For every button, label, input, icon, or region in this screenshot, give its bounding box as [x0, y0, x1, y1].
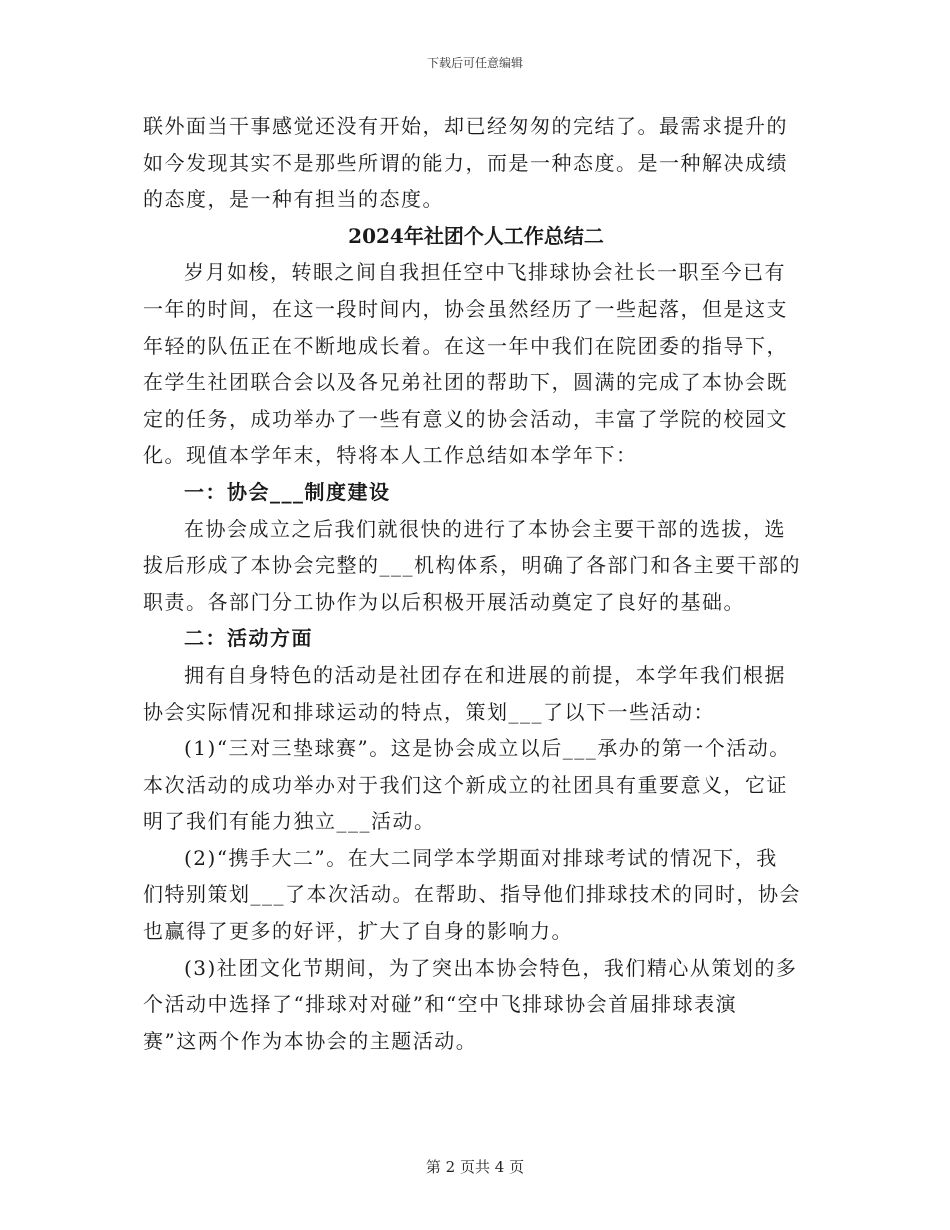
body-line: 一年的时间，在这一段时间内，协会虽然经历了一些起落，但是这支	[143, 296, 788, 321]
list-item-line: (1)“三对三垫球赛”。这是协会成立以后___承办的第一个活动。	[184, 736, 791, 761]
body-line: 联外面当干事感觉还没有开始，却已经匆匆的完结了。最需求提升的	[143, 114, 788, 138]
body-line: 在学生社团联合会以及各兄弟社团的帮助下，圆满的完成了本协会既	[143, 370, 788, 395]
body-line: 赛”这两个作为本协会的主题活动。	[143, 1028, 478, 1053]
subheading: 一：协会___制度建设	[184, 479, 391, 504]
body-line: 如今发现其实不是那些所谓的能力，而是一种态度。是一种解决成绩	[143, 150, 788, 175]
body-line: 也赢得了更多的好评，扩大了自身的影响力。	[143, 919, 573, 944]
body-line: 定的任务，成功举办了一些有意义的协会活动，丰富了学院的校园文	[143, 406, 788, 431]
body-line: 协会实际情况和排球运动的特点，策划___了以下一些活动：	[143, 699, 715, 724]
body-line: 拔后形成了本协会完整的___机构体系，明确了各部门和各主要干部的	[143, 553, 801, 578]
paragraph-start-line: 在协会成立之后我们就很快的进行了本协会主要干部的选拔，选	[184, 516, 786, 541]
paragraph-start-line: 岁月如梭，转眼之间自我担任空中飞排球协会社长一职至今已有	[184, 260, 786, 285]
page-header: 下载后可任意编辑	[426, 56, 523, 70]
body-line: 明了我们有能力独立___活动。	[143, 809, 436, 834]
body-line: 本次活动的成功举办对于我们这个新成立的社团具有重要意义，它证	[143, 772, 788, 797]
body-line: 的态度，是一种有担当的态度。	[143, 187, 444, 212]
body-line: 们特别策划___了本次活动。在帮助、指导他们排球技术的同时，协会	[143, 882, 801, 907]
body-line: 职责。各部门分工协作为以后积极开展活动奠定了良好的基础。	[143, 589, 745, 614]
body-line: 个活动中选择了“排球对对碰”和“空中飞排球协会首届排球表演	[143, 992, 738, 1017]
section-title: 2024年社团个人工作总结二	[348, 223, 604, 248]
body-line: 年轻的队伍正在不断地成长着。在这一年中我们在院团委的指导下，	[143, 333, 788, 358]
document-body	[143, 108, 809, 1059]
subheading: 二：活动方面	[184, 626, 313, 651]
list-item-line: (3)社团文化节期间，为了突出本协会特色，我们精心从策划的多	[184, 955, 798, 980]
paragraph-start-line: 拥有自身特色的活动是社团存在和进展的前提，本学年我们根据	[184, 662, 786, 687]
page-footer: 第 2 页共 4 页	[425, 1158, 525, 1176]
body-line: 化。现值本学年末，特将本人工作总结如本学年下：	[143, 443, 638, 468]
list-item-line: (2)“携手大二”。在大二同学本学期面对排球考试的情况下，我	[184, 845, 778, 870]
